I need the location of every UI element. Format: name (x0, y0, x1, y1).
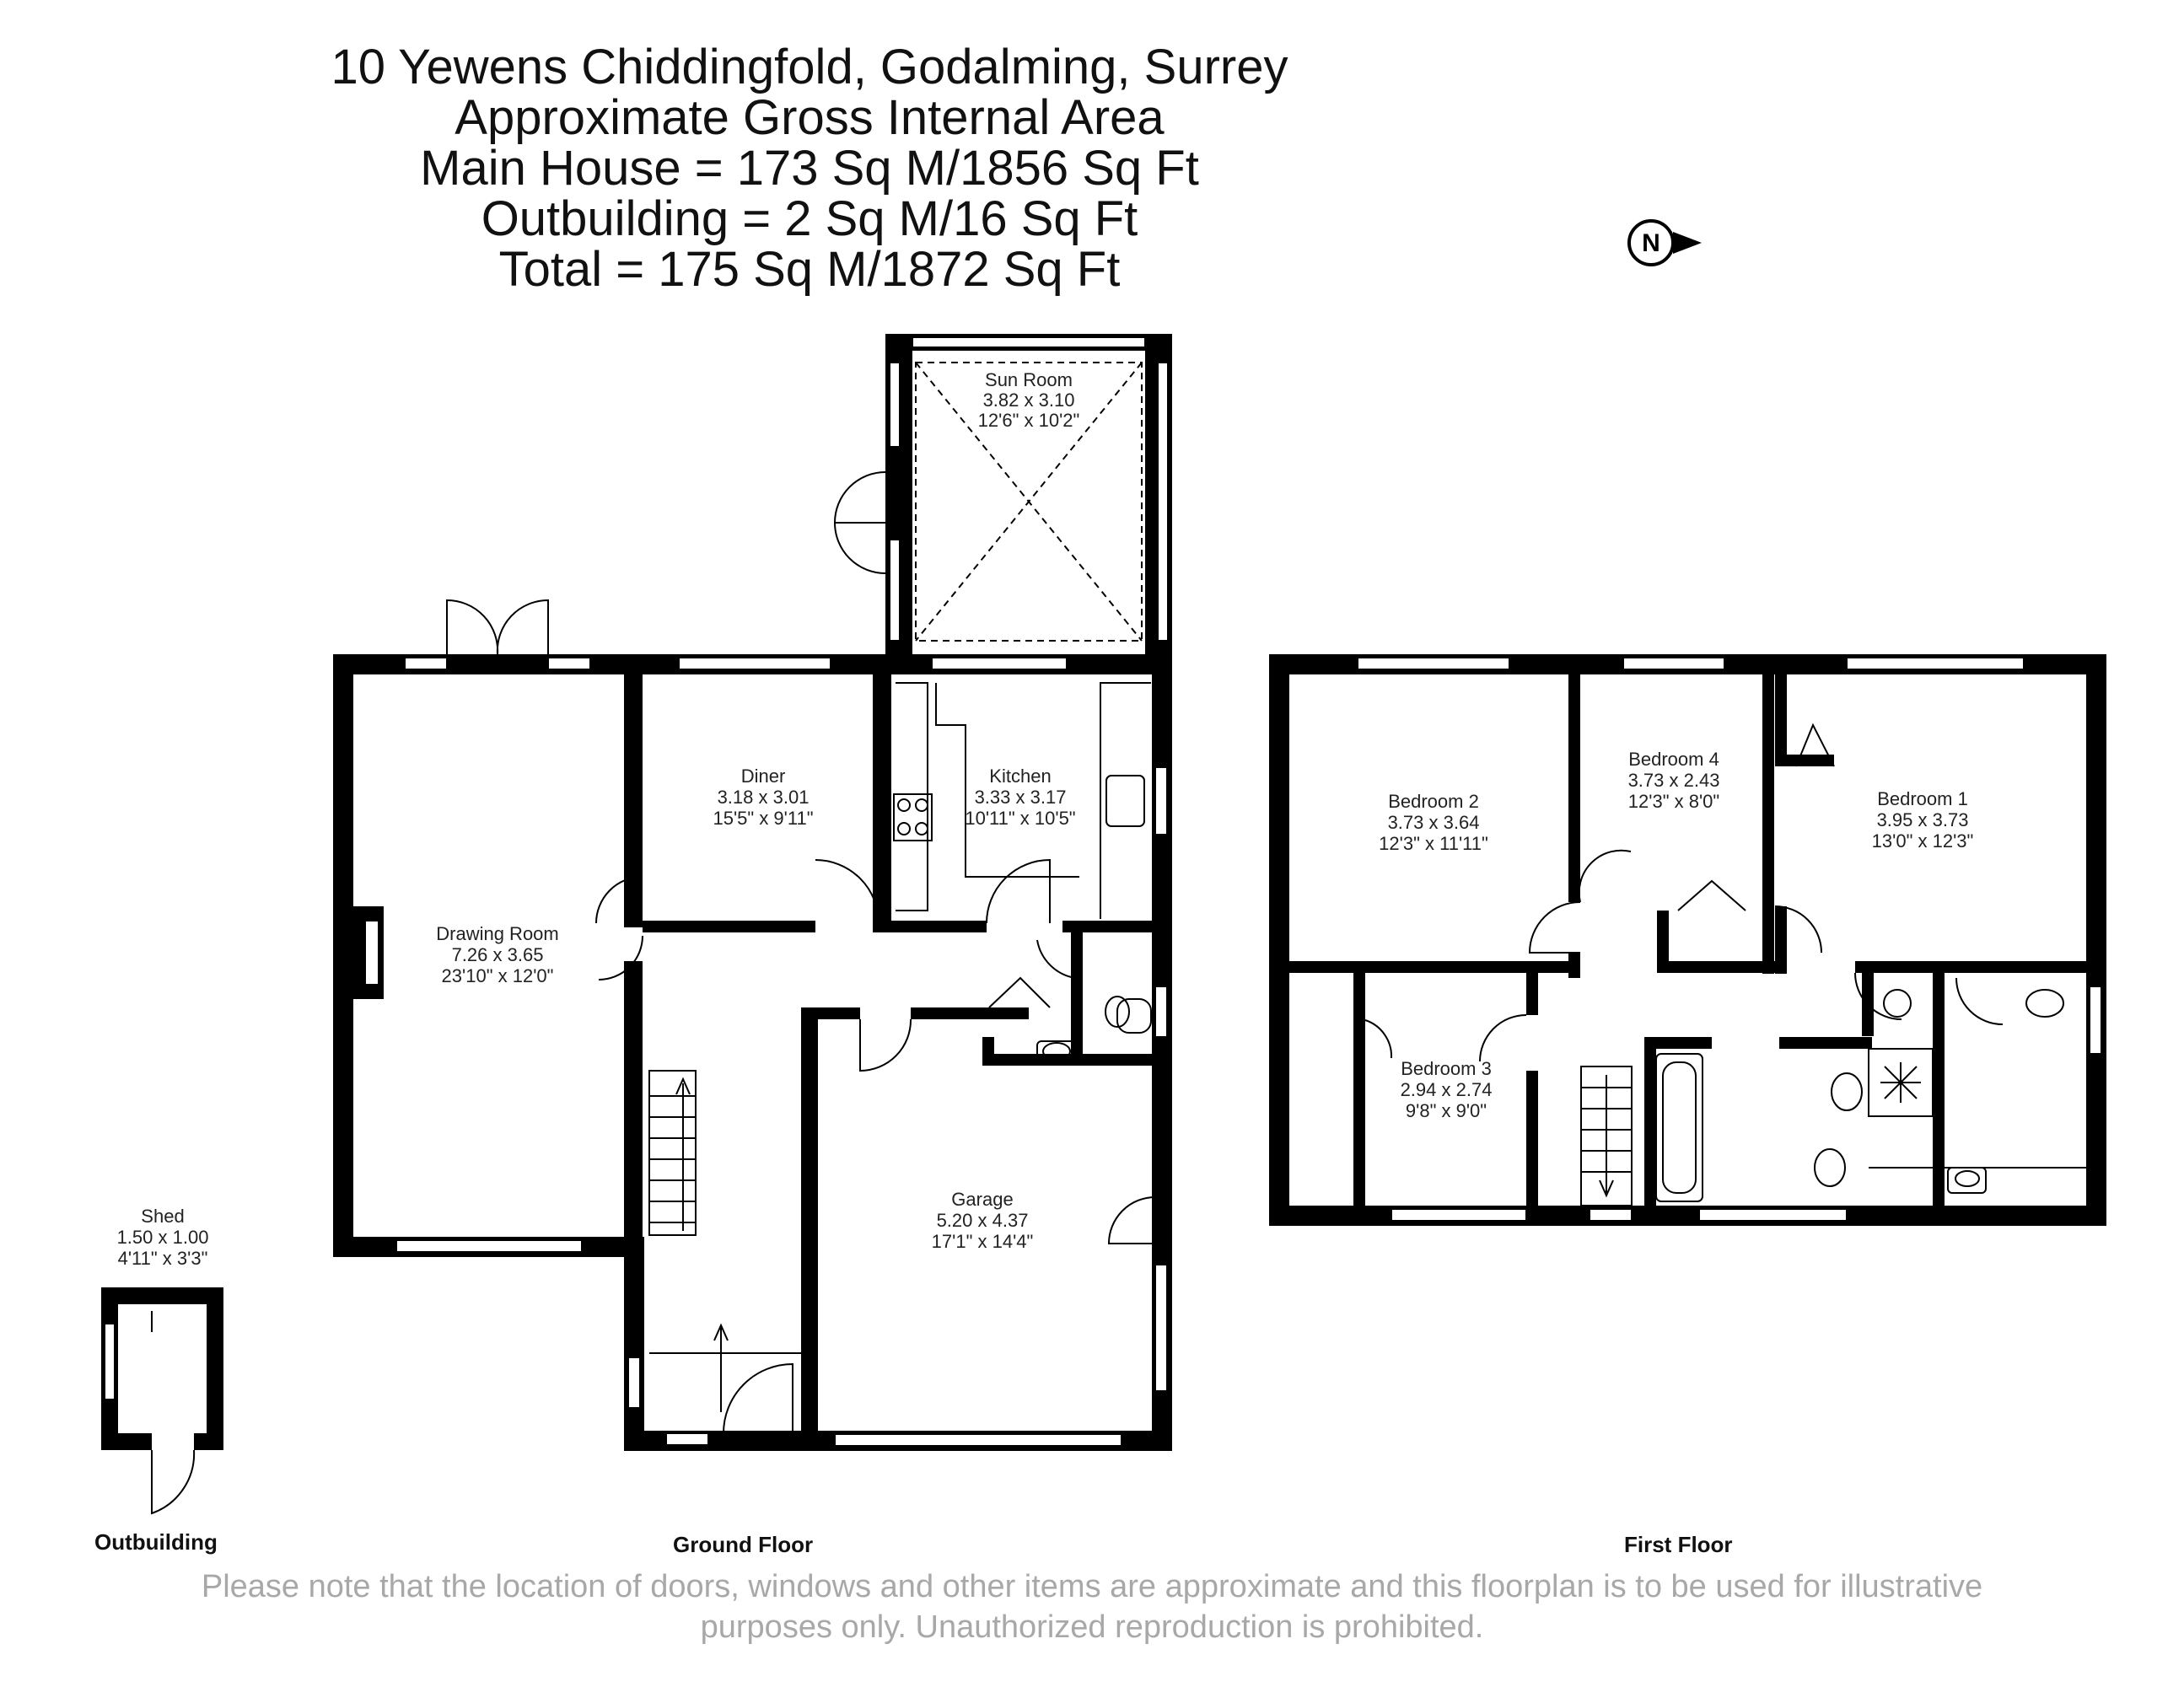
room-sun-room (978, 369, 1080, 431)
svg-text:Kitchen: Kitchen (989, 766, 1052, 787)
svg-text:3.18 x 3.01: 3.18 x 3.01 (717, 787, 810, 808)
svg-text:17'1" x 14'4": 17'1" x 14'4" (931, 1231, 1034, 1252)
room-bedroom-2 (1379, 791, 1488, 854)
main-house-area: Main House = 173 Sq M/1856 Sq Ft (420, 141, 1199, 196)
svg-text:10'11" x 10'5": 10'11" x 10'5" (965, 808, 1076, 829)
svg-text:Bedroom 2: Bedroom 2 (1388, 791, 1479, 812)
svg-text:12'3" x 8'0": 12'3" x 8'0" (1627, 791, 1720, 812)
svg-text:3.73 x 3.64: 3.73 x 3.64 (1387, 812, 1480, 833)
ground-floor-plan (333, 334, 1172, 1451)
svg-text:4'11" x 3'3": 4'11" x 3'3" (117, 1248, 208, 1269)
svg-text:Bedroom 4: Bedroom 4 (1628, 749, 1719, 770)
room-garage (932, 1189, 1034, 1252)
room-diner (713, 766, 813, 829)
room-bedroom-3 (1401, 1058, 1493, 1121)
compass-north-arrow-icon (1629, 221, 1702, 265)
svg-text:23'10" x 12'0": 23'10" x 12'0" (441, 965, 554, 986)
first-floor-label: First Floor (1624, 1532, 1733, 1557)
room-bedroom-1 (1872, 788, 1974, 852)
svg-text:3.33 x 3.17: 3.33 x 3.17 (974, 787, 1067, 808)
room-bedroom-4 (1628, 749, 1720, 812)
svg-text:5.20 x 4.37: 5.20 x 4.37 (936, 1210, 1029, 1231)
outbuilding-area: Outbuilding = 2 Sq M/16 Sq Ft (481, 191, 1138, 246)
svg-text:3.82 x 3.10: 3.82 x 3.10 (982, 390, 1075, 411)
ground-floor-label: Ground Floor (673, 1532, 814, 1557)
svg-text:Bedroom 3: Bedroom 3 (1401, 1058, 1492, 1079)
svg-text:Sun Room: Sun Room (985, 369, 1073, 390)
svg-text:Drawing Room: Drawing Room (436, 923, 559, 944)
disclaimer-line-1: Please note that the location of doors, windows and other items are approximate and this floorplan is to be used for illustrative (201, 1569, 1983, 1604)
outbuilding-label: Outbuilding (94, 1529, 218, 1555)
disclaimer (0, 1566, 2184, 1647)
svg-text:3.95 x 3.73: 3.95 x 3.73 (1876, 809, 1969, 830)
svg-text:9'8" x 9'0": 9'8" x 9'0" (1405, 1100, 1487, 1121)
compass-letter: N (1642, 229, 1660, 257)
first-floor-plan (1269, 654, 2106, 1226)
svg-text:13'0" x 12'3": 13'0" x 12'3" (1871, 830, 1974, 852)
svg-text:Garage: Garage (951, 1189, 1014, 1210)
disclaimer-line-2: purposes only. Unauthorized reproduction is prohibited. (700, 1609, 1484, 1645)
area-heading: Approximate Gross Internal Area (455, 90, 1165, 145)
svg-text:15'5" x 9'11": 15'5" x 9'11" (713, 808, 814, 829)
svg-text:12'6" x 10'2": 12'6" x 10'2" (977, 410, 1080, 431)
svg-text:2.94 x 2.74: 2.94 x 2.74 (1400, 1079, 1493, 1100)
svg-text:12'3" x 11'11": 12'3" x 11'11" (1379, 833, 1488, 854)
outbuilding-plan (101, 1287, 223, 1513)
svg-text:Shed: Shed (141, 1206, 185, 1227)
svg-text:Diner: Diner (740, 766, 786, 787)
property-address: 10 Yewens Chiddingfold, Godalming, Surrey (331, 40, 1288, 94)
svg-text:7.26 x 3.65: 7.26 x 3.65 (451, 944, 544, 965)
total-area: Total = 175 Sq M/1872 Sq Ft (498, 242, 1121, 297)
svg-text:3.73 x 2.43: 3.73 x 2.43 (1627, 770, 1720, 791)
svg-text:Bedroom 1: Bedroom 1 (1877, 788, 1968, 809)
room-drawing-room (436, 923, 559, 986)
room-shed (117, 1206, 209, 1269)
room-kitchen (965, 766, 1075, 829)
svg-text:1.50 x 1.00: 1.50 x 1.00 (116, 1227, 209, 1248)
